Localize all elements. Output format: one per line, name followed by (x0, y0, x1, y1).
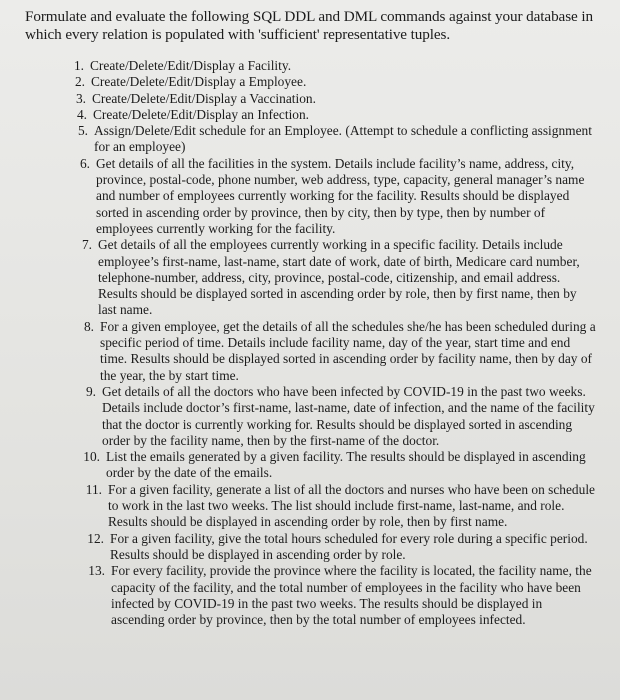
item-text: For a given facility, generate a list of all the doctors and nurses who have been on schedule to work in the last two weeks. The list should include first-name, last-name, and role. Results should be displayed in ascending order by role, then by first name. (108, 481, 595, 530)
list-item (80, 319, 598, 384)
item-number: 3. (75, 90, 86, 106)
item-number: 9. (85, 383, 96, 399)
item-text: Create/Delete/Edit/Display a Facility. (90, 58, 292, 73)
item-text: For a given facility, give the total hours scheduled for every role during a specific period. Results should be displayed in ascending order by role. (110, 530, 588, 562)
item-text: Create/Delete/Edit/Display an Infection. (93, 106, 310, 122)
list-item (70, 58, 598, 74)
item-number: 13. (88, 563, 105, 579)
item-text: For every facility, provide the province where the facility is located, the facility name, the capacity of the facility, and the total number of employees in the facility who have been infected by COVID-19 in the past two weeks. The results should be displayed in ascending order by province, then by the total number of employees infected. (111, 563, 592, 628)
list-item (73, 107, 598, 123)
item-number: 6. (79, 155, 90, 171)
item-number: 12. (87, 530, 104, 546)
item-number: 1. (73, 58, 84, 73)
list-item (82, 531, 598, 564)
item-number: 8. (83, 318, 94, 334)
item-text: For a given employee, get the details of all the schedules she/he has been scheduled during a specific period of time. Details include facility name, day of the year, start time and end time. Results should be displayed sorted in ascending order by facility name, then by day of the year, the by start time. (100, 318, 596, 383)
item-text: Get details of all the doctors who have been infected by COVID-19 in the past two weeks. Details include doctor’s first-name, last-name, date of infection, and the name of the facility that the doctor is currently working for. Results should be displayed sorted in ascending order by the facility name, then by the first-name of the doctor. (102, 383, 595, 448)
item-number: 10. (83, 449, 100, 465)
list-item (76, 156, 598, 237)
list-item (78, 449, 598, 482)
item-text: Get details of all the facilities in the system. Details include facility’s name, address, city, province, postal-code, phone number, web address, type, capacity, general manager’s name and number of employees currently working for the facility. Results should be displayed sorted in ascending order by province, then by city, then by type, then by number of employees currently working for the facility. (96, 155, 585, 236)
item-text: Get details of all the employees currently working in a specific facility. Details include employee’s first-name, last-name, start date of work, date of birth, Medicare card number, telephone-number, address, city, province, postal-code, citizenship, and email address. Results should be displayed sorted in ascending order by role, then by first name, then by last name. (98, 237, 580, 318)
item-number: 2. (74, 74, 85, 90)
list-item (78, 237, 598, 318)
list-item (82, 384, 598, 449)
item-number: 11. (85, 481, 102, 497)
item-text: Create/Delete/Edit/Display a Vaccination. (92, 90, 316, 106)
item-number: 7. (81, 237, 92, 253)
item-text: Assign/Delete/Edit schedule for an Employee. (Attempt to schedule a conflicting assignment for an employee) (94, 123, 592, 155)
item-number: 5. (77, 123, 88, 139)
list-item (83, 563, 598, 628)
intro-paragraph: Formulate and evaluate the following SQL DDL and DML commands against your database in which every relation is populated with 'sufficient' representative tuples. (25, 8, 593, 43)
task-list (25, 58, 598, 628)
item-number: 4. (76, 106, 87, 122)
item-text: Create/Delete/Edit/Display a Employee. (91, 74, 307, 90)
list-item (72, 91, 598, 107)
list-item (80, 482, 598, 531)
list-item (74, 123, 598, 156)
list-item (71, 74, 598, 90)
item-text: List the emails generated by a given facility. The results should be displayed in ascending order by the date of the emails. (106, 449, 586, 481)
